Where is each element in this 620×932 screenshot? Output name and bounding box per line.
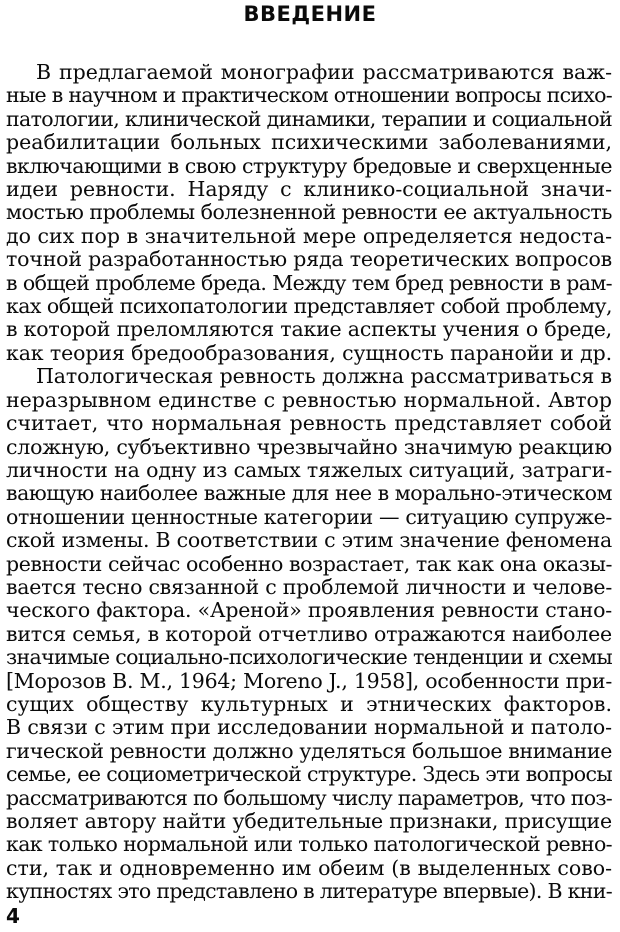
text-line: точной разработанностью ряда теоретических вопросов <box>6 248 612 272</box>
text-line: В предлагаемой монографии рассматриваются важ- <box>36 61 612 84</box>
text-line: в общей проблеме бреда. Между тем бред ревности в рам- <box>6 271 612 295</box>
text-line: ческого фактора. «Ареной» проявления ревности стано- <box>6 599 612 623</box>
text-line: до сих пор в значительной мере определяется недоста- <box>6 224 612 248</box>
text-line: вается тесно связанной с проблемой личности и челове- <box>6 575 612 599</box>
text-line: рассматриваются по большому числу параметров, что поз- <box>6 786 612 810</box>
text-line: сущих обществу культурных и этнических факторов. <box>6 692 612 716</box>
text-line: семье, ее социометрической структуре. Здесь эти вопросы <box>6 763 612 787</box>
text-line: ные в научном и практическом отношении вопросы психо- <box>6 84 612 108</box>
text-line: ревности сейчас особенно возрастает, так как она оказы- <box>6 552 612 576</box>
text-line: отношении ценностные категории — ситуацию супруже- <box>6 505 612 529</box>
page-title: ВВЕДЕНИЕ <box>243 2 377 26</box>
text-line: гической ревности должно уделяться большое внимание <box>6 739 612 763</box>
text-line: [Морозов В. М., 1964; Moreno J., 1958], особенности при- <box>6 669 612 693</box>
text-line: ской измены. В соответствии с этим значение феномена <box>6 529 612 553</box>
text-line: как теория бредообразования, сущность паранойи и др. <box>6 341 612 365</box>
text-line: считает, что нормальная ревность представляет собой <box>6 412 612 436</box>
paragraph <box>6 365 612 903</box>
paragraph <box>6 61 612 365</box>
text-line: мостью проблемы болезненной ревности ее актуальность <box>6 201 612 225</box>
text-line: купностях это представлено в литературе впервые). В кни- <box>6 880 612 904</box>
text-line: воляет автору найти убедительные признаки, присущие <box>6 810 612 833</box>
text-line: в которой преломляются такие аспекты учения о бреде, <box>6 318 612 342</box>
text-line: значимые социально-психологические тенденции и схемы <box>6 646 612 670</box>
text-line: как только нормальной или только патологической ревно- <box>6 833 612 857</box>
text-line: Патологическая ревность должна рассматриваться в <box>36 365 612 389</box>
text-line: В связи с этим при исследовании нормальной и патоло- <box>6 716 612 740</box>
text-line: патологии, клинической динамики, терапии и социальной <box>6 107 612 131</box>
text-line: личности на одну из самых тяжелых ситуаций, затраги- <box>6 458 612 482</box>
text-line: ках общей психопатологии представляет собой проблему, <box>6 295 612 319</box>
text-line: вающую наиболее важные для нее в морально-этическом <box>6 482 612 506</box>
text-line: неразрывном единстве с ревностью нормальной. Автор <box>6 388 612 412</box>
text-line: сти, так и одновременно им обеим (в выделенных сово- <box>6 856 612 880</box>
text-line: включающими в свою структуру бредовые и сверхценные <box>6 154 612 178</box>
text-line: идеи ревности. Наряду с клинико-социальной значи- <box>6 178 612 202</box>
text-line: сложную, субъективно чрезвычайно значимую реакцию <box>6 435 612 459</box>
text-line: реабилитации больных психическими заболеваниями, <box>6 131 612 155</box>
text-line: вится семья, в которой отчетливо отражаются наиболее <box>6 622 612 646</box>
page-number: 4 <box>6 904 20 928</box>
body-text <box>6 61 612 904</box>
